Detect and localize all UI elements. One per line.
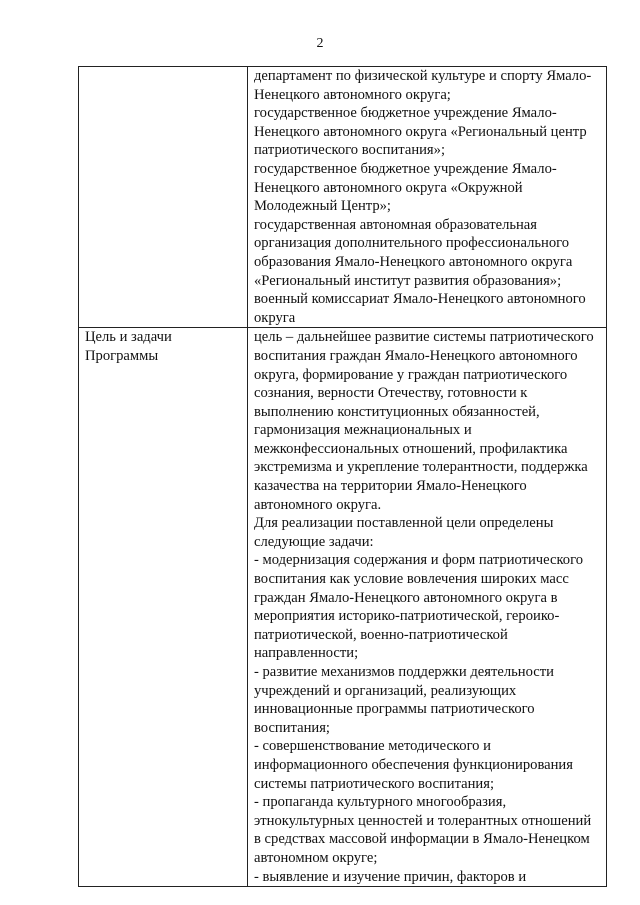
text-line: воспитания граждан Ямало-Ненецкого автономного [254,347,578,364]
text-line: мероприятия историко-патриотической, героико- [254,608,560,625]
goals-label-cell [79,328,248,887]
page-number: 2 [316,36,324,51]
text-line: департамент по физической культуре и спорту Ямало- [254,68,592,84]
text-line: автономного округа. [254,496,382,513]
table-row-executors [79,67,607,328]
text-line: экстремизма и укрепление толерантности, поддержка [254,459,588,476]
text-line: - совершенствование методического и [254,738,491,755]
text-line: Ненецкого автономного округа «Окружной [254,179,523,196]
text-line: патриотической, военно-патриотической [254,626,508,643]
text-line: цель – дальнейшее развитие системы патриотического [254,329,594,346]
text-line: образования Ямало-Ненецкого автономного округа [254,253,573,270]
program-passport-table [78,66,607,887]
text-line: воспитания; [254,719,330,736]
text-line: - развитие механизмов поддержки деятельности [254,664,554,680]
text-line: Молодежный Центр»; [254,198,391,215]
text-line: военный комиссариат Ямало-Ненецкого автономного [254,291,586,308]
text-line: государственное бюджетное учреждение Ямало- [254,105,557,122]
text-line: - выявление и изучение причин, факторов и [254,868,527,885]
text-line: патриотического воспитания»; [254,142,446,159]
row-label-cell [79,67,248,328]
text-line: этнокультурных ценностей и толерантных отношений [254,812,592,829]
executors-content-cell [248,67,607,328]
row-label-line: Программы [85,347,159,364]
text-line: направленности; [254,645,359,662]
text-line: автономном округе; [254,849,378,866]
text-line: системы патриотического воспитания; [254,775,495,792]
text-line: казачества на территории Ямало-Ненецкого [254,478,527,495]
text-line: - пропаганда культурного многообразия, [254,794,507,811]
text-line: информационного обеспечения функционирования [254,756,573,773]
text-line: - модернизация содержания и форм патриотического [254,552,584,569]
text-line: межконфессиональных отношений, профилактика [254,440,568,457]
text-line: Ненецкого автономного округа «Региональный центр [254,123,587,140]
text-line: выполнению конституционных обязанностей, [254,403,540,420]
text-line: инновационные программы патриотического [254,701,535,718]
text-line: в средствах массовой информации в Ямало-Ненецком [254,831,590,848]
table-row-goals [79,328,607,887]
text-line: округа [254,309,296,326]
text-line: гармонизация межнациональных и [254,422,472,439]
text-line: организация дополнительного профессионального [254,235,570,252]
text-line: воспитания как условие вовлечения широких масс [254,571,569,588]
text-line: округа, формирование у граждан патриотического [254,366,568,383]
row-label-line: Цель и задачи [85,329,172,346]
text-line: Ненецкого автономного округа; [254,86,451,103]
text-line: «Региональный институт развития образования»; [254,272,562,289]
text-line: государственная автономная образовательная [254,216,538,233]
text-line: государственное бюджетное учреждение Ямало- [254,160,557,177]
text-line: граждан Ямало-Ненецкого автономного округа в [254,589,558,606]
text-line: следующие задачи: [254,533,374,550]
text-line: сознания, верности Отечеству, готовности к [254,385,528,402]
goals-content-cell [248,328,607,887]
text-line: Для реализации поставленной цели определены [254,515,554,532]
text-line: учреждений и организаций, реализующих [254,682,517,699]
